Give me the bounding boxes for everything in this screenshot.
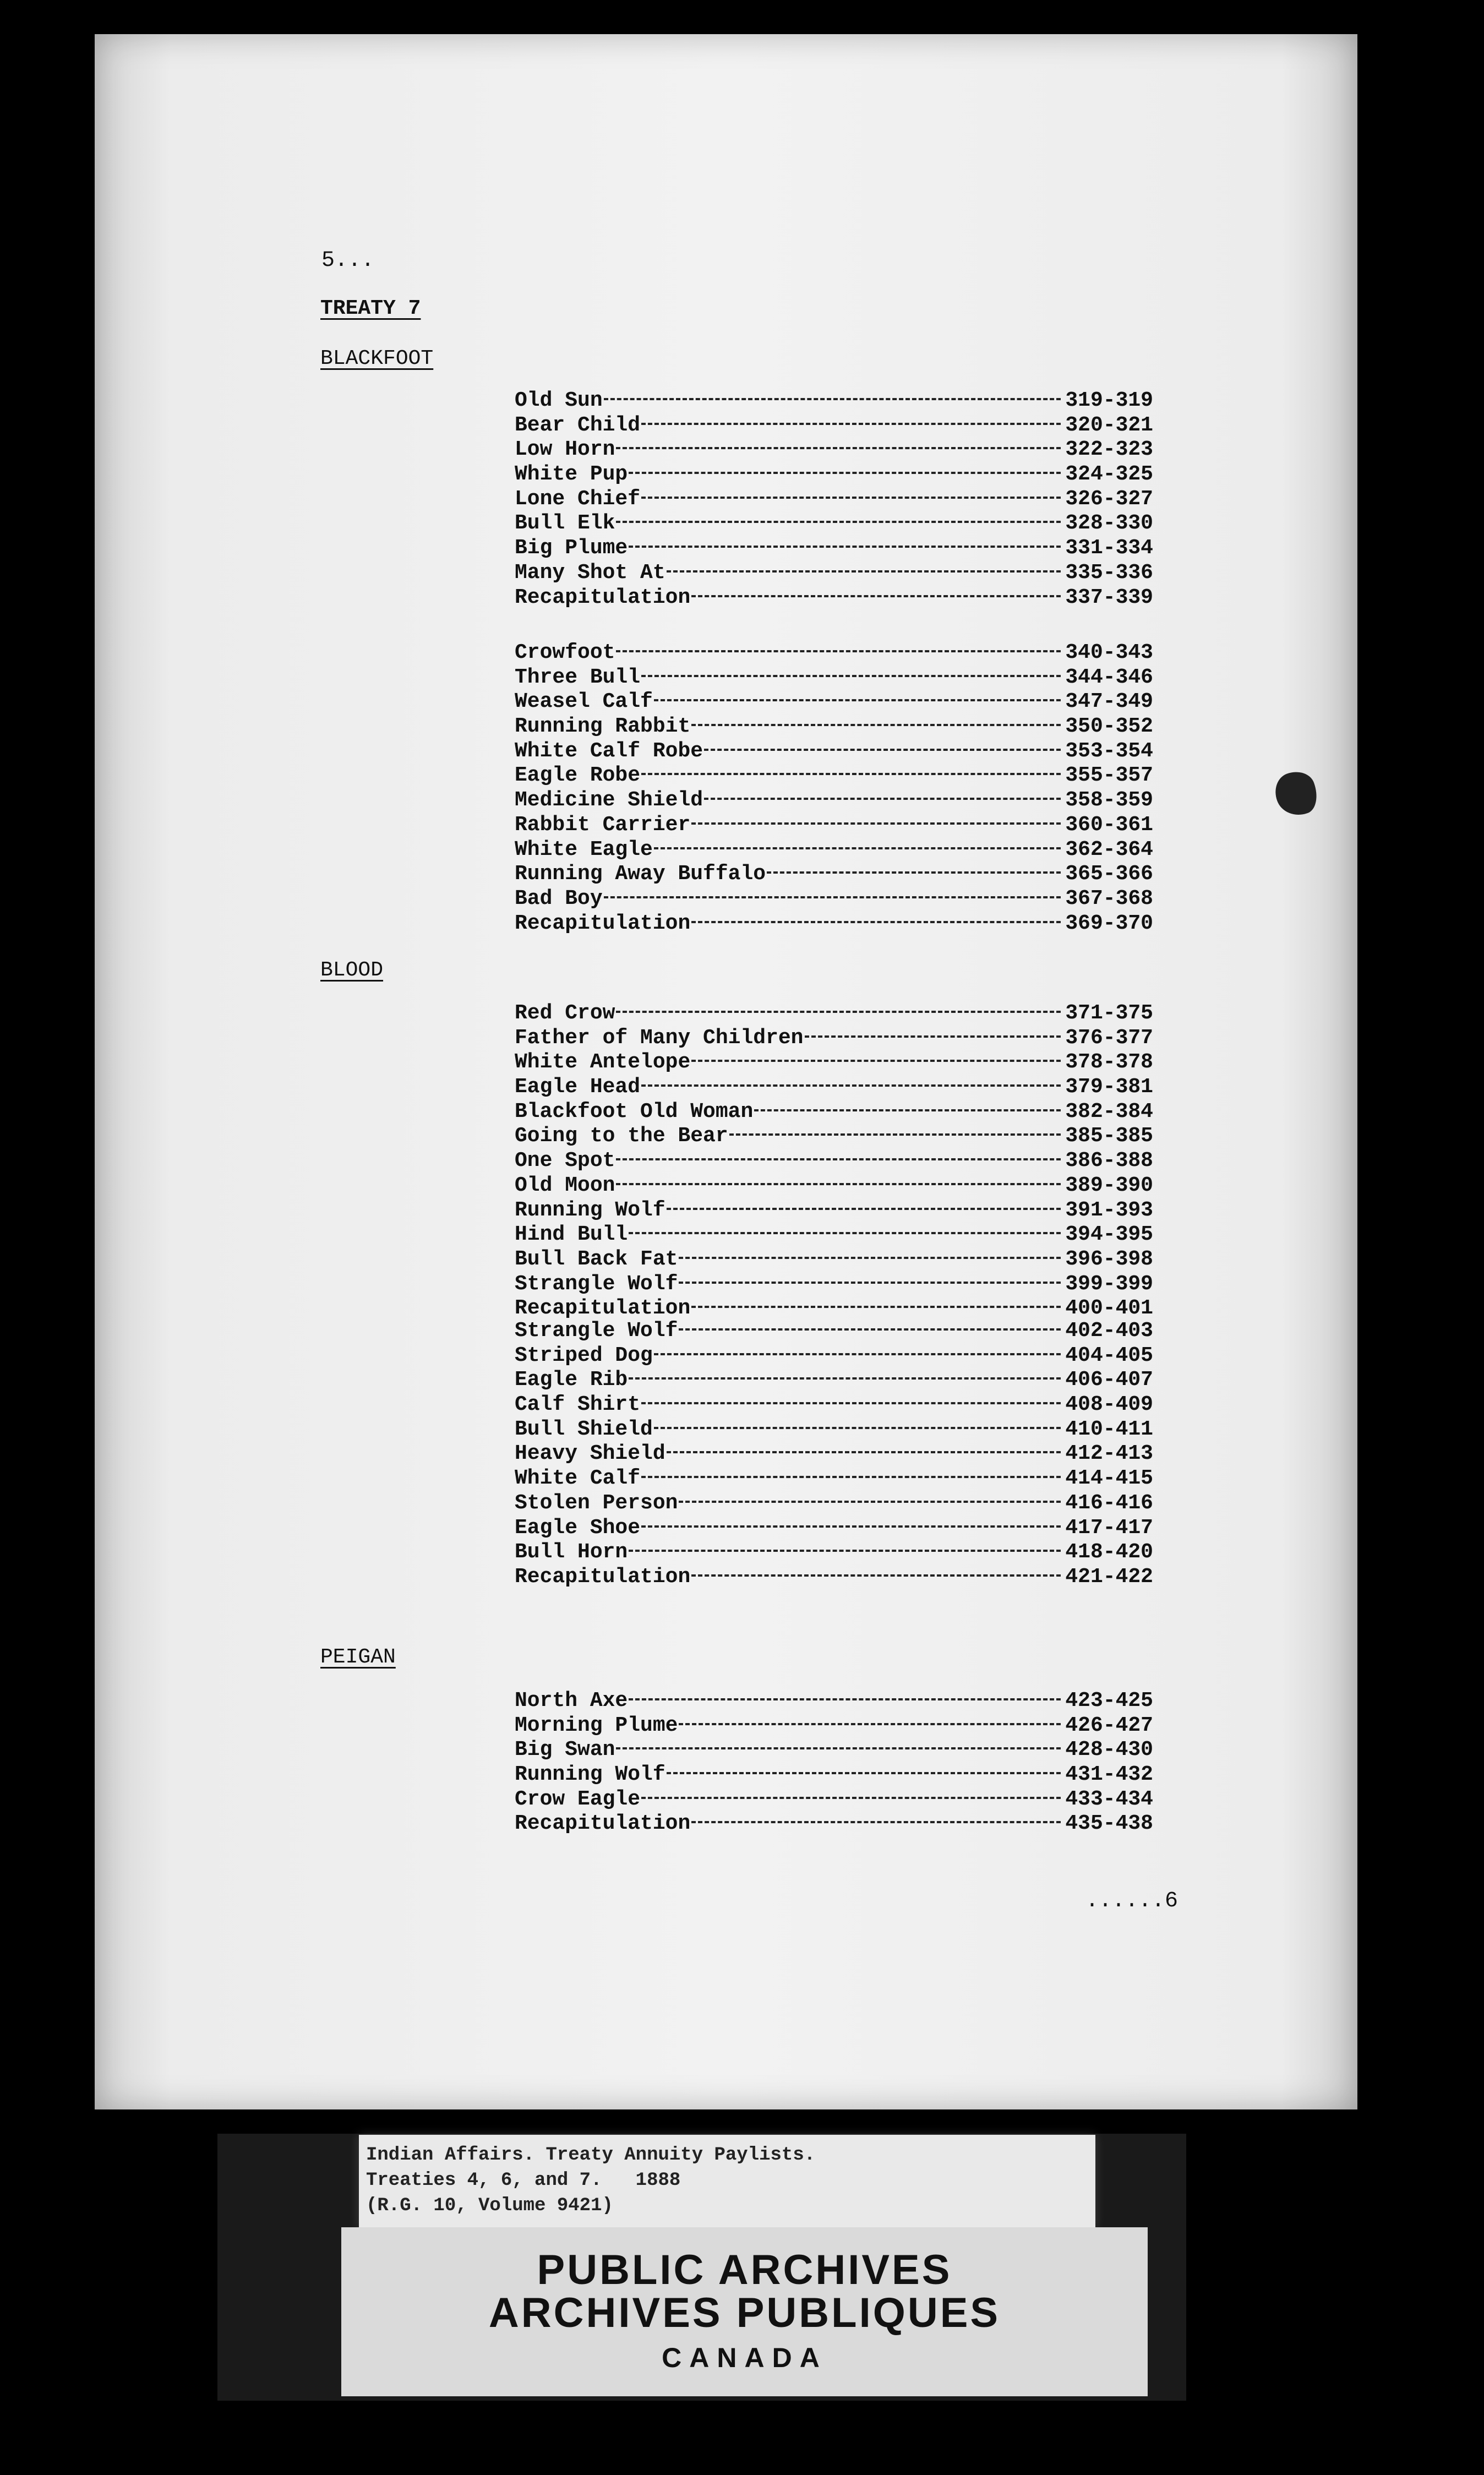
list-item <box>515 1050 1153 1075</box>
list-item <box>515 1001 1153 1026</box>
entry-name: Old Moon <box>515 1173 615 1197</box>
dotted-leader <box>616 521 1061 523</box>
entry-name: Going to the Bear <box>515 1124 728 1148</box>
entry-name: Bad Boy <box>515 886 603 911</box>
entry-name: Big Swan <box>515 1738 615 1762</box>
archive-stamp-line: PUBLIC ARCHIVES <box>537 2247 952 2293</box>
list-item <box>515 1174 1153 1198</box>
entry-name: Medicine Shield <box>515 788 703 813</box>
dotted-leader <box>691 1060 1061 1062</box>
dotted-leader <box>691 1821 1061 1823</box>
dotted-leader <box>729 1133 1061 1136</box>
archive-label-line: Indian Affairs. Treaty Annuity Paylists. <box>366 2145 816 2166</box>
entry-pages: 417-417 <box>1065 1515 1153 1540</box>
entry-pages: 431-432 <box>1065 1763 1153 1787</box>
entry-pages: 386-388 <box>1065 1149 1153 1173</box>
entry-pages: 328-330 <box>1065 511 1153 536</box>
dotted-leader <box>691 724 1061 726</box>
list-item <box>515 1393 1153 1418</box>
document-page <box>95 34 1357 2109</box>
entry-name: White Calf Robe <box>515 739 703 763</box>
entry-name: Father of Many Children <box>515 1026 804 1050</box>
list-item <box>515 641 1153 666</box>
archive-label-line: Treaties 4, 6, and 7. 1888 <box>366 2170 681 2191</box>
list-item <box>515 389 1153 413</box>
entry-pages: 371-375 <box>1065 1001 1153 1025</box>
list-item <box>515 1540 1153 1565</box>
entry-name: Lone Chief <box>515 487 641 511</box>
list-item <box>515 1787 1153 1812</box>
entry-name: Old Sun <box>515 389 603 412</box>
entry-name: Crow Eagle <box>515 1787 641 1811</box>
list-item <box>515 1467 1153 1491</box>
list-item <box>515 536 1153 561</box>
entry-name: Eagle Head <box>515 1075 641 1099</box>
entry-name: White Calf <box>515 1467 641 1491</box>
dotted-leader <box>691 822 1061 825</box>
entry-name: Striped Dog <box>515 1343 653 1367</box>
list-item <box>515 1198 1153 1223</box>
entry-pages: 350-352 <box>1065 715 1153 739</box>
list-item <box>515 1272 1153 1297</box>
list-item <box>515 764 1153 788</box>
entry-pages: 408-409 <box>1065 1393 1153 1417</box>
dotted-leader <box>805 1035 1061 1038</box>
list-item <box>515 1026 1153 1051</box>
list-item <box>515 1442 1153 1467</box>
entry-name: Big Plume <box>515 536 628 560</box>
entry-pages: 335-336 <box>1065 560 1153 585</box>
list-item <box>515 586 1153 610</box>
dotted-leader <box>616 1158 1061 1160</box>
list-item <box>515 1368 1153 1393</box>
dotted-leader <box>616 1183 1061 1185</box>
list-item <box>515 1149 1153 1174</box>
entry-name: Recapitulation <box>515 1812 691 1836</box>
entry-pages: 416-416 <box>1065 1491 1153 1515</box>
entry-pages: 340-343 <box>1065 641 1153 664</box>
entry-name: Hind Bull <box>515 1223 628 1247</box>
list-item <box>515 666 1153 690</box>
section-label-blood: BLOOD <box>320 958 384 982</box>
dotted-leader <box>629 1550 1061 1552</box>
entry-name: Rabbit Carrier <box>515 813 691 837</box>
entry-pages: 378-378 <box>1065 1050 1153 1075</box>
list-item <box>515 912 1153 936</box>
list-item <box>515 1714 1153 1738</box>
dotted-leader <box>679 1328 1061 1331</box>
list-item <box>515 1075 1153 1100</box>
dotted-leader <box>667 1451 1061 1453</box>
list-item <box>515 1124 1153 1149</box>
entry-pages: 353-354 <box>1065 739 1153 763</box>
dotted-leader <box>667 1772 1061 1774</box>
archive-stamp-line: CANADA <box>662 2342 827 2373</box>
entry-pages: 404-405 <box>1065 1343 1153 1367</box>
list-item <box>515 438 1153 462</box>
entry-name: Bull Elk <box>515 511 615 536</box>
entry-name: White Pup <box>515 462 628 487</box>
entry-name: Running Away Buffalo <box>515 862 766 886</box>
dotted-leader <box>691 1574 1061 1577</box>
entry-name: Strangle Wolf <box>515 1319 678 1343</box>
dotted-leader <box>654 1353 1061 1355</box>
entry-name: White Antelope <box>515 1050 691 1075</box>
treaty-heading: TREATY 7 <box>320 297 421 320</box>
entry-name: Crowfoot <box>515 641 615 664</box>
dotted-leader <box>641 1084 1061 1087</box>
list-item <box>515 887 1153 912</box>
entry-name: Recapitulation <box>515 911 691 935</box>
dotted-leader <box>704 798 1061 800</box>
entry-name: Stolen Person <box>515 1491 678 1515</box>
entry-name: Heavy Shield <box>515 1442 665 1466</box>
dotted-leader <box>616 447 1061 449</box>
archive-label-line: (R.G. 10, Volume 9421) <box>366 2195 613 2216</box>
entry-pages: 320-321 <box>1065 413 1153 437</box>
list-item <box>515 1319 1153 1344</box>
list-item <box>515 1491 1153 1516</box>
entry-name: Recapitulation <box>515 1296 691 1321</box>
dotted-leader <box>679 1282 1061 1284</box>
entry-group <box>515 641 1153 936</box>
entry-pages: 412-413 <box>1065 1442 1153 1466</box>
page-marker-bottom: ......6 <box>1085 1889 1179 1914</box>
entry-pages: 428-430 <box>1065 1738 1153 1762</box>
dotted-leader <box>691 595 1061 597</box>
entry-pages: 355-357 <box>1065 764 1153 788</box>
page-marker-top: 5... <box>321 248 375 273</box>
dotted-leader <box>641 773 1061 775</box>
list-item <box>515 813 1153 838</box>
dotted-leader <box>629 1698 1061 1700</box>
entry-pages: 385-385 <box>1065 1124 1153 1148</box>
list-item <box>515 739 1153 764</box>
entry-name: Red Crow <box>515 1001 615 1025</box>
list-item <box>515 715 1153 739</box>
entry-pages: 369-370 <box>1065 911 1153 935</box>
entry-name: Calf Shirt <box>515 1393 641 1417</box>
entry-pages: 406-407 <box>1065 1368 1153 1392</box>
list-item <box>515 1344 1153 1369</box>
list-item <box>515 487 1153 512</box>
entry-pages: 365-366 <box>1065 862 1153 886</box>
section-label-blackfoot: BLACKFOOT <box>320 347 434 370</box>
entry-pages: 360-361 <box>1065 813 1153 837</box>
dotted-leader <box>704 749 1061 751</box>
archive-stamp <box>341 2227 1148 2396</box>
entry-pages: 399-399 <box>1065 1272 1153 1296</box>
list-item <box>515 1223 1153 1247</box>
dotted-leader <box>629 546 1061 548</box>
dotted-leader <box>679 1501 1061 1503</box>
dotted-leader <box>641 497 1061 499</box>
entry-pages: 319-319 <box>1065 389 1153 412</box>
entry-pages: 362-364 <box>1065 837 1153 862</box>
entry-name: Bull Horn <box>515 1540 628 1564</box>
dotted-leader <box>767 871 1061 874</box>
entry-pages: 331-334 <box>1065 536 1153 560</box>
dotted-leader <box>629 1377 1061 1380</box>
dotted-leader <box>641 1797 1061 1799</box>
list-item <box>515 690 1153 715</box>
dotted-leader <box>641 1476 1061 1478</box>
dotted-leader <box>667 570 1061 573</box>
entry-name: Weasel Calf <box>515 690 653 714</box>
list-item <box>515 1516 1153 1541</box>
list-item <box>515 413 1153 438</box>
entry-group <box>515 389 1153 610</box>
entry-name: Bear Child <box>515 413 641 437</box>
entry-pages: 394-395 <box>1065 1223 1153 1247</box>
dotted-leader <box>654 699 1061 701</box>
entry-pages: 376-377 <box>1065 1026 1153 1050</box>
entry-name: North Axe <box>515 1689 628 1713</box>
entry-name: Three Bull <box>515 665 641 689</box>
dotted-leader <box>641 1525 1061 1528</box>
entry-pages: 358-359 <box>1065 788 1153 813</box>
entry-name: Low Horn <box>515 438 615 462</box>
entry-name: Bull Back Fat <box>515 1247 678 1271</box>
entry-pages: 379-381 <box>1065 1075 1153 1099</box>
list-item <box>515 561 1153 586</box>
entry-pages: 391-393 <box>1065 1198 1153 1222</box>
dotted-leader <box>754 1109 1061 1111</box>
dotted-leader <box>629 1232 1061 1234</box>
entry-name: Blackfoot Old Woman <box>515 1099 754 1124</box>
list-item <box>515 1812 1153 1836</box>
archive-stamp-line: ARCHIVES PUBLIQUES <box>488 2289 1001 2336</box>
list-item <box>515 1418 1153 1442</box>
dotted-leader <box>667 1208 1061 1210</box>
entry-group <box>515 1689 1153 1836</box>
dotted-leader <box>691 1306 1061 1308</box>
entry-pages: 324-325 <box>1065 462 1153 487</box>
entry-name: Recapitulation <box>515 1564 691 1589</box>
entry-pages: 326-327 <box>1065 487 1153 511</box>
entry-group <box>515 1001 1153 1321</box>
list-item <box>515 462 1153 487</box>
dotted-leader <box>641 423 1061 425</box>
list-item <box>515 788 1153 813</box>
entry-pages: 344-346 <box>1065 665 1153 689</box>
list-item <box>515 1296 1153 1321</box>
entry-pages: 396-398 <box>1065 1247 1153 1271</box>
dotted-leader <box>654 847 1061 849</box>
dotted-leader <box>616 1011 1061 1013</box>
entry-pages: 400-401 <box>1065 1296 1153 1321</box>
list-item <box>515 1689 1153 1714</box>
entry-name: Running Rabbit <box>515 715 691 739</box>
entry-name: Eagle Robe <box>515 764 641 788</box>
list-item <box>515 1247 1153 1272</box>
list-item <box>515 511 1153 536</box>
list-item <box>515 838 1153 863</box>
entry-pages: 402-403 <box>1065 1319 1153 1343</box>
entry-name: Many Shot At <box>515 560 665 585</box>
dotted-leader <box>629 472 1061 474</box>
dotted-leader <box>679 1257 1061 1259</box>
list-item <box>515 862 1153 887</box>
dotted-leader <box>641 675 1061 677</box>
entry-pages: 435-438 <box>1065 1812 1153 1836</box>
entry-pages: 410-411 <box>1065 1417 1153 1441</box>
entry-name: Bull Shield <box>515 1417 653 1441</box>
entry-pages: 367-368 <box>1065 886 1153 911</box>
entry-pages: 421-422 <box>1065 1564 1153 1589</box>
entry-name: One Spot <box>515 1149 615 1173</box>
section-label-peigan: PEIGAN <box>320 1645 396 1669</box>
entry-pages: 418-420 <box>1065 1540 1153 1564</box>
entry-name: Eagle Rib <box>515 1368 628 1392</box>
dotted-leader <box>641 1402 1061 1404</box>
dotted-leader <box>604 398 1061 400</box>
entry-pages: 426-427 <box>1065 1713 1153 1737</box>
list-item <box>515 1565 1153 1590</box>
entry-name: Morning Plume <box>515 1713 678 1737</box>
dotted-leader <box>616 650 1061 652</box>
entry-pages: 414-415 <box>1065 1467 1153 1491</box>
entry-name: White Eagle <box>515 837 653 862</box>
entry-pages: 433-434 <box>1065 1787 1153 1811</box>
entry-pages: 389-390 <box>1065 1173 1153 1197</box>
entry-pages: 423-425 <box>1065 1689 1153 1713</box>
entry-group <box>515 1319 1153 1590</box>
dotted-leader <box>691 921 1061 923</box>
dotted-leader <box>604 896 1061 898</box>
entry-pages: 347-349 <box>1065 690 1153 714</box>
dotted-leader <box>679 1723 1061 1725</box>
entry-pages: 337-339 <box>1065 585 1153 609</box>
entry-pages: 322-323 <box>1065 438 1153 462</box>
entry-name: Running Wolf <box>515 1198 665 1222</box>
list-item <box>515 1100 1153 1125</box>
list-item <box>515 1738 1153 1763</box>
entry-name: Running Wolf <box>515 1763 665 1787</box>
entry-pages: 382-384 <box>1065 1099 1153 1124</box>
entry-name: Recapitulation <box>515 585 691 609</box>
entry-name: Strangle Wolf <box>515 1272 678 1296</box>
list-item <box>515 1763 1153 1787</box>
dotted-leader <box>616 1747 1061 1749</box>
entry-name: Eagle Shoe <box>515 1515 641 1540</box>
dotted-leader <box>654 1427 1061 1429</box>
